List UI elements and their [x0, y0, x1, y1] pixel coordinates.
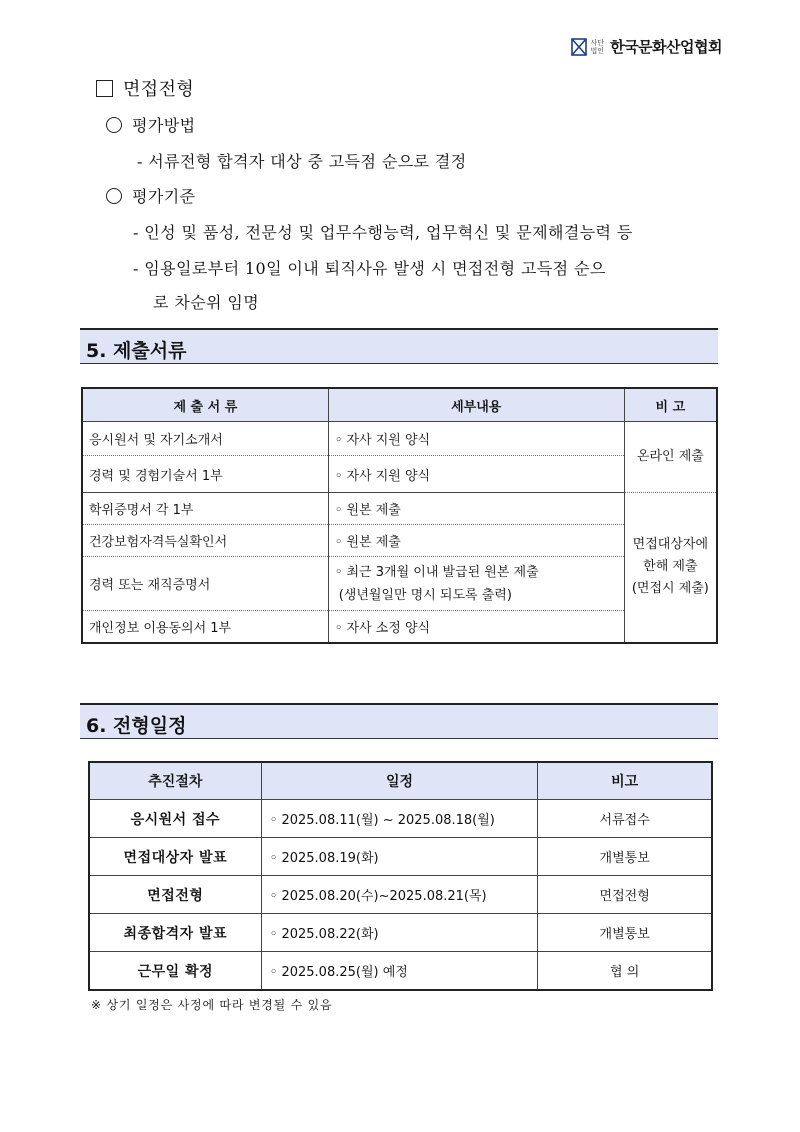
doc-name: 학위증명서 각 1부	[82, 493, 328, 525]
section-6-title: 6. 전형일정	[86, 715, 187, 737]
column-header: 추진절차	[89, 762, 261, 800]
schedule-table	[88, 761, 713, 991]
column-header: 제 출 서 류	[82, 388, 328, 422]
table-row	[82, 525, 717, 557]
checkbox-square-icon	[96, 80, 113, 97]
table-row	[89, 800, 712, 838]
doc-detail: ◦ 최근 3개월 이내 발급된 원본 제출 (생년월일만 명시 되도록 출력)	[328, 557, 624, 611]
schedule-date: ◦ 2025.08.19(화)	[261, 838, 538, 876]
schedule-note: 협 의	[538, 952, 712, 991]
schedule-step: 면접전형	[89, 876, 261, 914]
table-row	[82, 493, 717, 525]
table-header-row	[82, 388, 717, 422]
column-header: 세부내용	[328, 388, 624, 422]
section-6-header	[80, 703, 718, 739]
criteria-item-2-cont: 로 차순위 임명	[153, 293, 260, 312]
documents-table	[81, 387, 718, 644]
criteria-item-2: - 임용일로부터 10일 이내 퇴직사유 발생 시 면접전형 고득점 순으	[133, 259, 606, 278]
doc-name: 개인정보 이용동의서 1부	[82, 611, 328, 643]
column-header: 일정	[261, 762, 538, 800]
schedule-step: 최종합격자 발표	[89, 914, 261, 952]
table-row	[89, 952, 712, 991]
schedule-date: ◦ 2025.08.25(월) 예정	[261, 952, 538, 991]
schedule-step: 근무일 확정	[89, 952, 261, 991]
schedule-note: 개별통보	[538, 838, 712, 876]
table-header-row	[89, 762, 712, 800]
note-online: 온라인 제출	[624, 422, 717, 493]
doc-name: 경력 및 경험기술서 1부	[82, 456, 328, 493]
schedule-date: ◦ 2025.08.20(수)~2025.08.21(목)	[261, 876, 538, 914]
column-header: 비 고	[624, 388, 717, 422]
schedule-note: 서류접수	[538, 800, 712, 838]
schedule-date: ◦ 2025.08.22(화)	[261, 914, 538, 952]
doc-name: 경력 또는 재직증명서	[82, 557, 328, 611]
schedule-note: 면접전형	[538, 876, 712, 914]
doc-name: 건강보험자격득실확인서	[82, 525, 328, 557]
table-row	[89, 838, 712, 876]
org-logo	[571, 36, 722, 57]
table-row	[82, 456, 717, 493]
table-row	[82, 557, 717, 611]
criteria-item-1: - 인성 및 품성, 전문성 및 업무수행능력, 업무혁신 및 문제해결능력 등	[133, 223, 633, 242]
org-prefix: 사단 법인	[590, 38, 605, 55]
table-row	[89, 876, 712, 914]
doc-detail: ◦ 원본 제출	[328, 525, 624, 557]
doc-detail: ◦ 자사 소정 양식	[328, 611, 624, 643]
note-interview: 면접대상자에 한해 제출 (면접시 제출)	[624, 493, 717, 643]
org-name: 한국문화산업협회	[610, 38, 722, 56]
schedule-date: ◦ 2025.08.11(월) ~ 2025.08.18(월)	[261, 800, 538, 838]
doc-detail: ◦ 원본 제출	[328, 493, 624, 525]
criteria-title: 평가기준	[106, 184, 195, 207]
schedule-footnote: ※ 상기 일정은 사정에 따라 변경될 수 있음	[91, 998, 333, 1012]
table-row	[82, 611, 717, 643]
section-5-title: 5. 제출서류	[86, 340, 187, 362]
circle-bullet-icon	[106, 117, 122, 133]
doc-detail: ◦ 자사 지원 양식	[328, 456, 624, 493]
method-title: 평가방법	[106, 113, 195, 136]
schedule-note: 개별통보	[538, 914, 712, 952]
table-row	[89, 914, 712, 952]
column-header: 비고	[538, 762, 712, 800]
org-logo-icon	[571, 38, 587, 56]
schedule-step: 응시원서 접수	[89, 800, 261, 838]
circle-bullet-icon	[106, 188, 122, 204]
schedule-step: 면접대상자 발표	[89, 838, 261, 876]
table-row	[82, 422, 717, 456]
interview-heading: 면접전형	[96, 75, 194, 101]
method-item: - 서류전형 합격자 대상 중 고득점 순으로 결정	[137, 152, 467, 171]
doc-name: 응시원서 및 자기소개서	[82, 422, 328, 456]
doc-detail: ◦ 자사 지원 양식	[328, 422, 624, 456]
section-5-header	[80, 328, 718, 364]
